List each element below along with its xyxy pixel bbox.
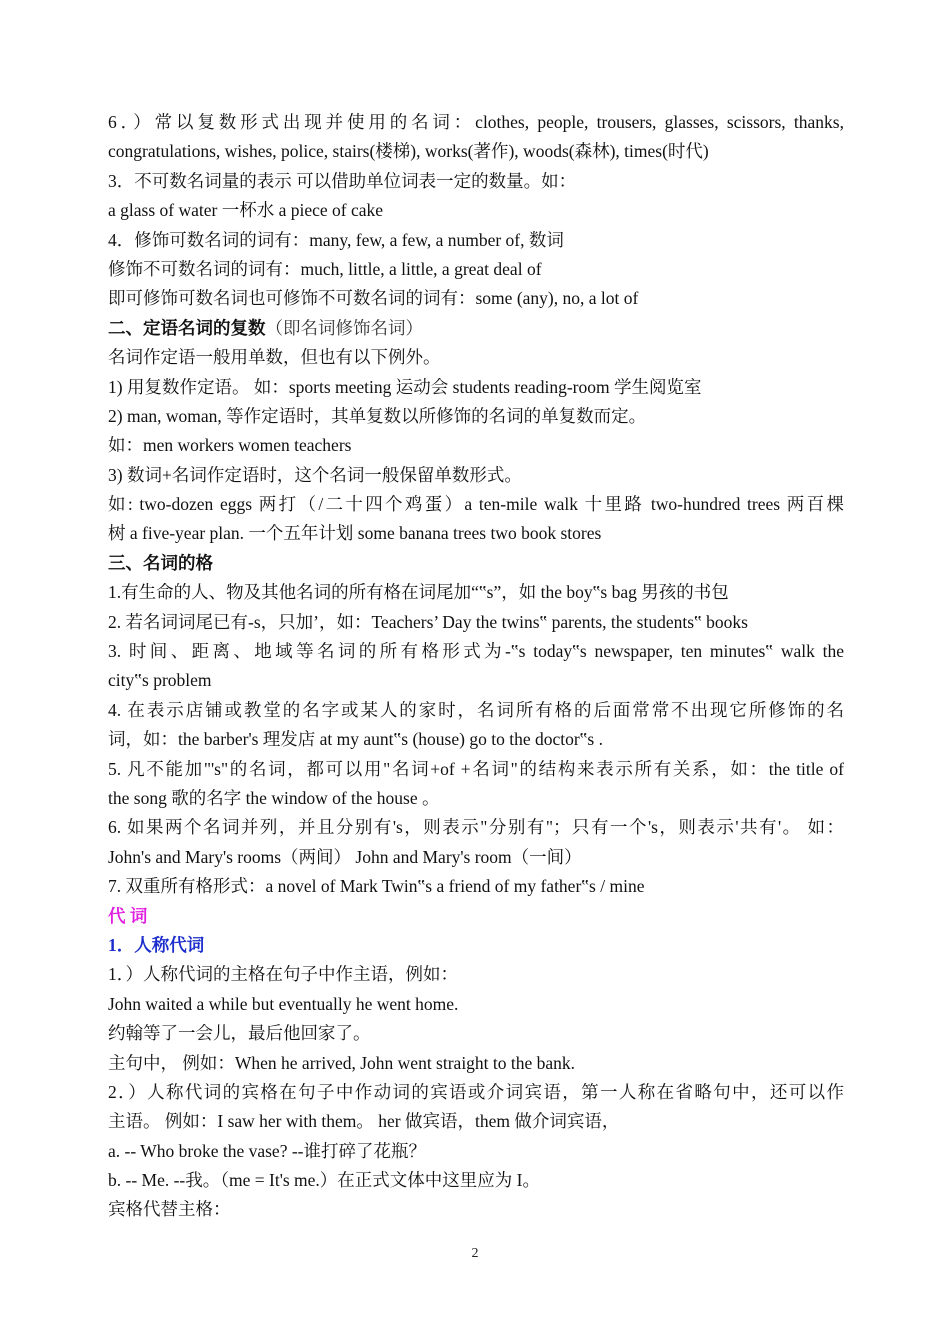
text-line: 3．不可数名词量的表示 可以借助单位词表一定的数量。如： [108,170,577,191]
text-line: 约翰等了一会儿，最后他回家了。 [108,1023,371,1044]
text-line: 2) man, woman, 等作定语时，其单复数以所修饰的名词的单复数而定。 [108,405,647,426]
section-heading-noun-case: 三、名词的格 [108,552,213,573]
text-line: 1.有生命的人、物及其他名词的所有格在词尾加“‟s”，如 the boy‟s bag 男孩的书包 [108,582,729,603]
text-line: John waited a while but eventually he went home. [108,993,459,1014]
subsection-title-personal-pronouns: 1．人称代词 [108,934,205,955]
text-line: congratulations, wishes, police, stairs(楼梯), works(著作), woods(森林), times(时代) [108,141,709,162]
text-line: a. -- Who broke the vase? --谁打碎了花瓶？ [108,1140,426,1161]
heading-note: （即名词修饰名词） [265,317,423,338]
text-line: 6. 如果两个名词并列，并且分别有's，则表示"分别有"；只有一个's，则表示'共有'。 如： [108,817,844,838]
text-line: 3) 数词+名词作定语时，这个名词一般保留单数形式。 [108,464,522,485]
text-line: 4. 在表示店铺或教堂的名字或某人的家时，名词所有格的后面常常不出现它所修饰的名 [108,699,844,720]
text-line: 4．修饰可数名词的词有：many, few, a few, a number of, 数词 [108,229,564,250]
section-heading-attributive-nouns [108,314,844,343]
text-line: 主句中， 例如：When he arrived, John went straight to the bank. [108,1052,576,1073]
text-line: 如：men workers women teachers [108,435,352,456]
text-line: 3. 时间、距离、地域等名词的所有格形式为-‟s today‟s newspaper, ten minutes‟ walk the [108,641,844,662]
text-line: a glass of water 一杯水 a piece of cake [108,200,384,221]
text-line: 2．）人称代词的宾格在句子中作动词的宾语或介词宾语，第一人称在省略句中，还可以作 [108,1081,844,1102]
text-line: 名词作定语一般用单数，但也有以下例外。 [108,347,441,368]
page-number: 2 [471,1246,479,1261]
text-line: 树 a five-year plan. 一个五年计划 some banana trees two book stores [108,523,602,544]
text-line: 6．）常以复数形式出现并使用的名词：clothes, people, trousers, glasses, scissors, thanks, [108,112,844,132]
text-line: 1) 用复数作定语。 如：sports meeting 运动会 students reading-room 学生阅览室 [108,376,702,397]
text-line: 2. 若名词词尾已有-s，只加’，如：Teachers’ Day the twins‟ parents, the students‟ books [108,611,748,632]
text-line: 主语。 例如：I saw her with them。 her 做宾语，them 做介词宾语， [108,1111,620,1132]
text-line: city‟s problem [108,670,212,691]
text-line: 5. 凡不能加"'s"的名词，都可以用"名词+of +名词"的结构来表示所有关系，如：the title of [108,758,844,779]
section-title-pronouns: 代 词 [108,905,148,926]
text-line: 如: two-dozen eggs 两打（/二十四个鸡蛋）a ten-mile walk 十里路 two-hundred trees 两百棵 [108,494,844,515]
text-line: the song 歌的名字 the window of the house 。 [108,787,440,808]
text-line: 7. 双重所有格形式：a novel of Mark Twin‟s a friend of my father‟s / mine [108,876,645,897]
text-line: 宾格代替主格： [108,1199,231,1220]
heading-bold-text: 二、定语名词的复数 [108,317,266,338]
document-page [108,108,844,1225]
text-line: John's and Mary's rooms（两间） John and Mary's room（一间） [108,846,582,867]
text-line: b. -- Me. --我。（me = It's me.）在正式文体中这里应为 I。 [108,1170,540,1191]
text-line: 修饰不可数名词的词有：much, little, a little, a great deal of [108,258,542,279]
text-line: 词，如：the barber's 理发店 at my aunt‟s (house) go to the doctor‟s . [108,729,603,750]
text-line: 1．）人称代词的主格在句子中作主语，例如： [108,964,458,985]
text-line: 即可修饰可数名词也可修饰不可数名词的词有：some (any), no, a lot of [108,288,639,309]
